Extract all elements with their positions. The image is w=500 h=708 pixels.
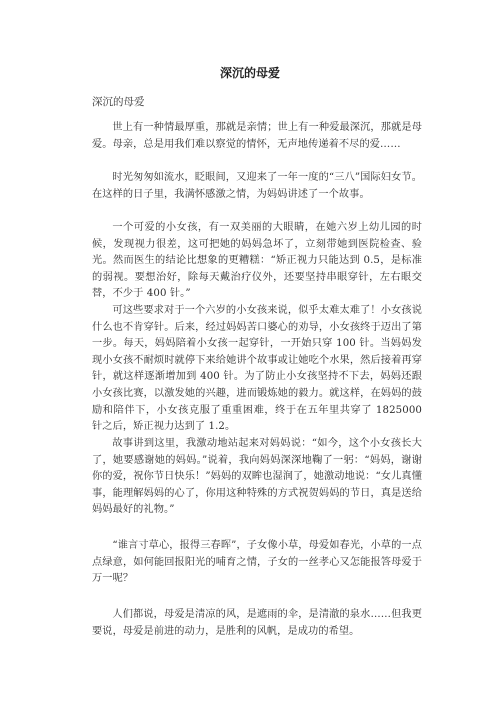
- paragraph-7: 人们都说，母爱是清凉的风，是遮雨的伞，是清澈的泉水……但我更要说，母爱是前进的动力，是胜利的风帆，是成功的希望。: [92, 609, 422, 637]
- paragraph-6: “谁言寸草心，报得三春晖”，子女像小草，母爱如春光，小草的一点点绿意，如何能回报阳光的哺育之情，子女的一丝孝心又怎能报答母爱于万一呢？: [92, 540, 422, 585]
- paragraph-5: 故事讲到这里，我激动地站起来对妈妈说：“如今，这个小女孩长大了，她要感谢她的妈妈。”说着，我向妈妈深深地鞠了一躬：“妈妈，谢谢你的爱，祝你节日快乐！”妈妈的双眸也湿润了，她激动地说：“女儿真懂事，能理解妈妈的心了，你用这种特殊的方式祝贺妈妈的节日，真是送给妈妈最好的礼物。”: [92, 438, 422, 516]
- document-subtitle: 深沉的母爱: [92, 96, 145, 108]
- paragraph-1: 世上有一种情最厚重，那就是亲情；世上有一种爱最深沉，那就是母爱。母亲，总是用我们难以察觉的情怀，无声地传递着不尽的爱……: [92, 122, 422, 150]
- paragraph-3: 一个可爱的小女孩，有一双美丽的大眼睛，在她六岁上幼儿园的时候，发现视力很差，这可把她的妈妈急坏了，立刻带她到医院检查、验光。然而医生的结论比想象的更糟糕：“矫正视力只能达到 0.5，是标准的弱视。要想治好，除每天戴治疗仪外，还要坚持串眼穿针，左右眼交替，不少于 400 针。”: [92, 222, 422, 300]
- paragraph-4: 可这些要求对于一个六岁的小女孩来说，似乎太难太难了！小女孩说什么也不肯穿针。后来，经过妈妈苦口婆心的劝导，小女孩终于迈出了第一步。每天，妈妈陪着小女孩一起穿针，一开始只穿 100 针。当妈妈发现小女孩不耐烦时就停下来给她讲个故事或让她吃个水果，然后接着再穿针，就这样逐渐增加到 400 针。为了防止小女孩坚持不下去，妈妈还跟小女孩比赛，以激发她的兴趣，进而锻炼她的毅力。就这样，在妈妈的鼓励和陪伴下，小女孩克服了重重困难，终于在五年里共穿了 1825000 针之后，矫正视力达到了 1.2。: [92, 305, 422, 433]
- document-title: 深沉的母爱: [219, 66, 280, 80]
- paragraph-2: 时光匆匆如流水，眨眼间，又迎来了一年一度的“三八”国际妇女节。在这样的日子里，我满怀感激之情，为妈妈讲述了一个故事。: [92, 172, 422, 200]
